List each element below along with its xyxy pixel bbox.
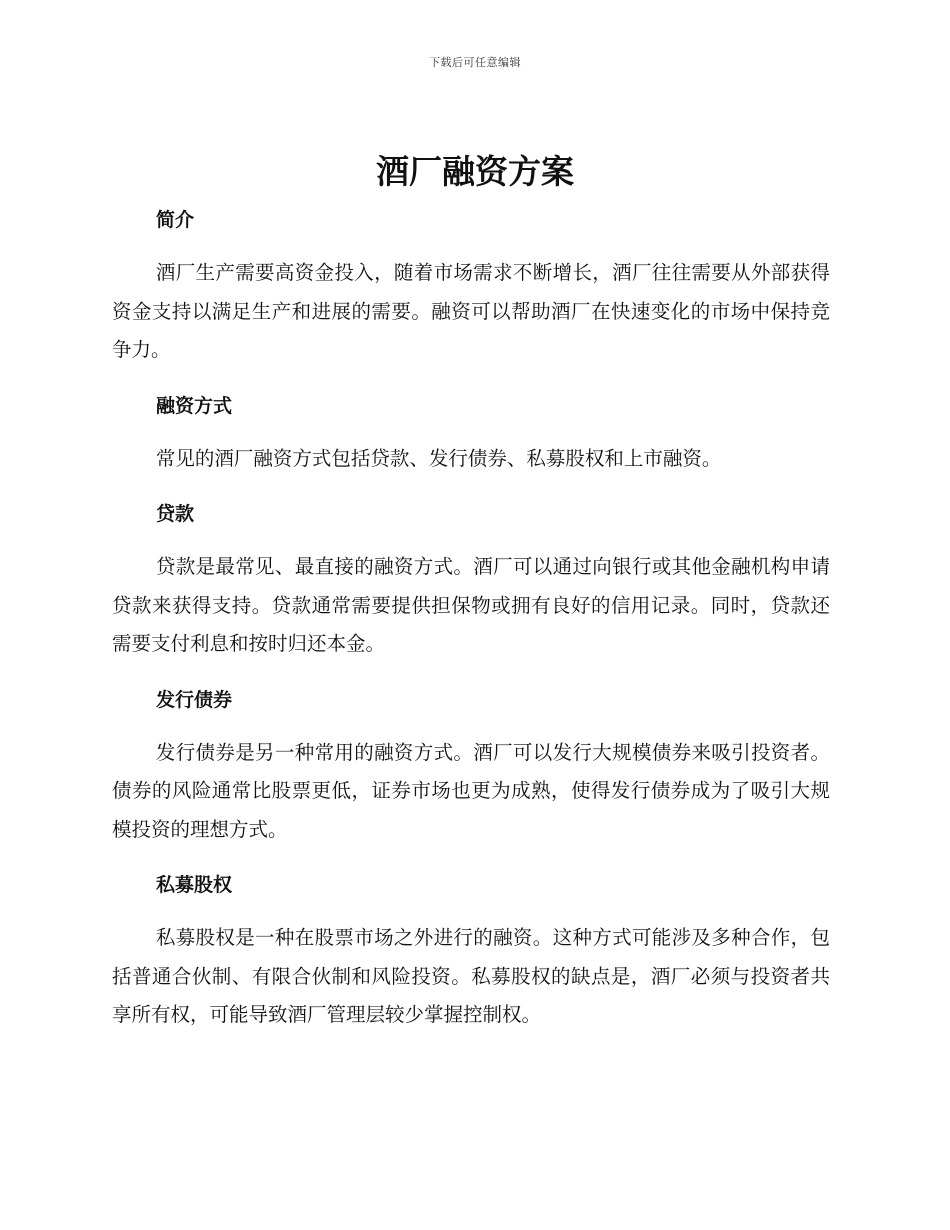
section-financing-methods bbox=[112, 386, 830, 495]
section-loans bbox=[112, 494, 830, 680]
document-body bbox=[112, 200, 830, 1035]
section-paragraph: 常见的酒厂融资方式包括贷款、发行债券、私募股权和上市融资。 bbox=[155, 446, 722, 470]
document-title: 酒厂融资方案 bbox=[376, 152, 574, 191]
section-paragraph: 发行债券是另一种常用的融资方式。酒厂可以发行大规模债券来吸引投资者。债券的风险通常比股票更低，证券市场也更为成熟，使得发行债券成为了吸引大规模投资的理想方式。 bbox=[112, 740, 830, 841]
section-paragraph: 酒厂生产需要高资金投入，随着市场需求不断增长，酒厂往往需要从外部获得资金支持以满足生产和进展的需要。融资可以帮助酒厂在快速变化的市场中保持竞争力。 bbox=[112, 261, 830, 361]
section-heading: 简介 bbox=[156, 209, 195, 231]
section-heading: 私募股权 bbox=[156, 874, 233, 896]
section-intro bbox=[112, 200, 830, 386]
page-header-note: 下载后可任意编辑 bbox=[429, 56, 521, 69]
section-heading: 发行债券 bbox=[156, 688, 233, 711]
section-private-equity bbox=[112, 865, 830, 1035]
section-paragraph: 贷款是最常见、最直接的融资方式。酒厂可以通过向银行或其他金融机构申请贷款来获得支持。贷款通常需要提供担保物或拥有良好的信用记录。同时，贷款还需要支付利息和按时归还本金。 bbox=[112, 555, 830, 655]
section-paragraph: 私募股权是一种在股票市场之外进行的融资。这种方式可能涉及多种合作，包括普通合伙制、有限合伙制和风险投资。私募股权的缺点是，酒厂必须与投资者共享所有权，可能导致酒厂管理层较少掌握控制权。 bbox=[112, 926, 830, 1026]
section-heading: 贷款 bbox=[156, 503, 195, 525]
section-bonds bbox=[112, 680, 830, 866]
section-heading: 融资方式 bbox=[156, 394, 233, 417]
